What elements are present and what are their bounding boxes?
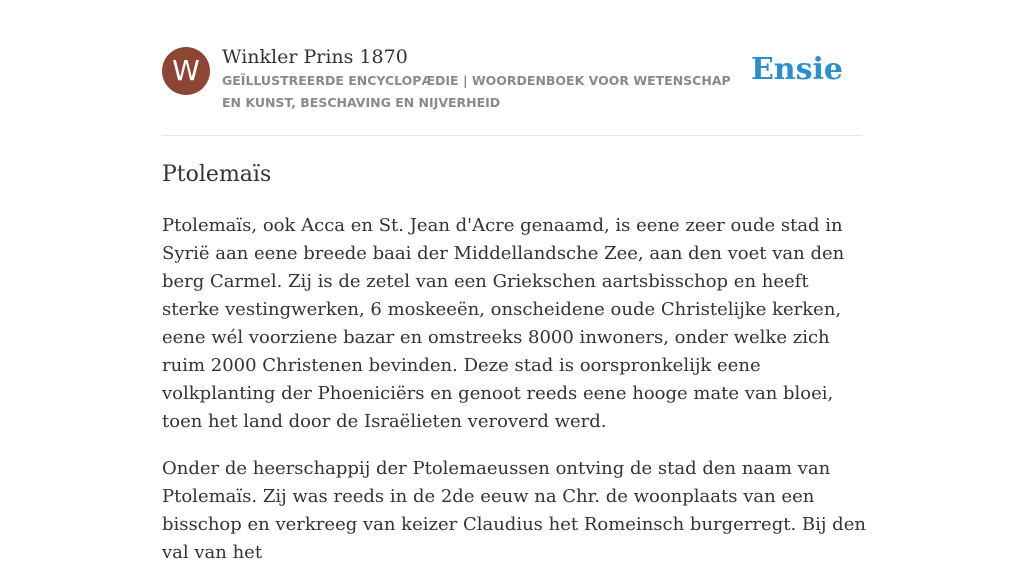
ensie-logo[interactable]: Ensie [750, 52, 843, 87]
article-paragraph: Onder de heerschappij der Ptolemaeussen ontving de stad den naam van Ptolemaïs. Zij was reeds in de 2de eeuw na Chr. de woonplaats van een bisschop en verkreeg van keizer Claudius het Romeinsch burgerregt. Bij den val van het [162, 458, 866, 563]
article-title: Ptolemaïs [162, 162, 272, 187]
article [162, 158, 867, 586]
source-avatar[interactable]: W [162, 47, 210, 95]
source-title[interactable]: Winkler Prins 1870 [222, 46, 408, 68]
source-subtitle: GEÏLLUSTREERDE ENCYCLOPÆDIE | WOORDENBOEK VOOR WETENSCHAP EN KUNST, BESCHAVING EN NIJVERHEID [222, 73, 731, 110]
header-divider [162, 135, 862, 136]
article-paragraph: Ptolemaïs, ook Acca en St. Jean d'Acre genaamd, is eene zeer oude stad in Syrië aan eene breede baai der Middellandsche Zee, aan den voet van den berg Carmel. Zij is de zetel van een Griekschen aartsbisschop en heeft sterke vestingwerken, 6 moskeeën, onscheidene oude Christelijke kerken, eene wél voorziene bazar en omstreeks 8000 inwoners, onder welke zich ruim 2000 Christenen bevinden. Deze stad is oorspronkelijk eene volkplanting der Phoeniciërs en genoot reeds eene hooge mate van bloei, toen het land door de Israëlieten veroverd werd. [162, 215, 845, 432]
article-body [162, 212, 867, 567]
source-block [222, 46, 752, 114]
header [162, 46, 862, 118]
